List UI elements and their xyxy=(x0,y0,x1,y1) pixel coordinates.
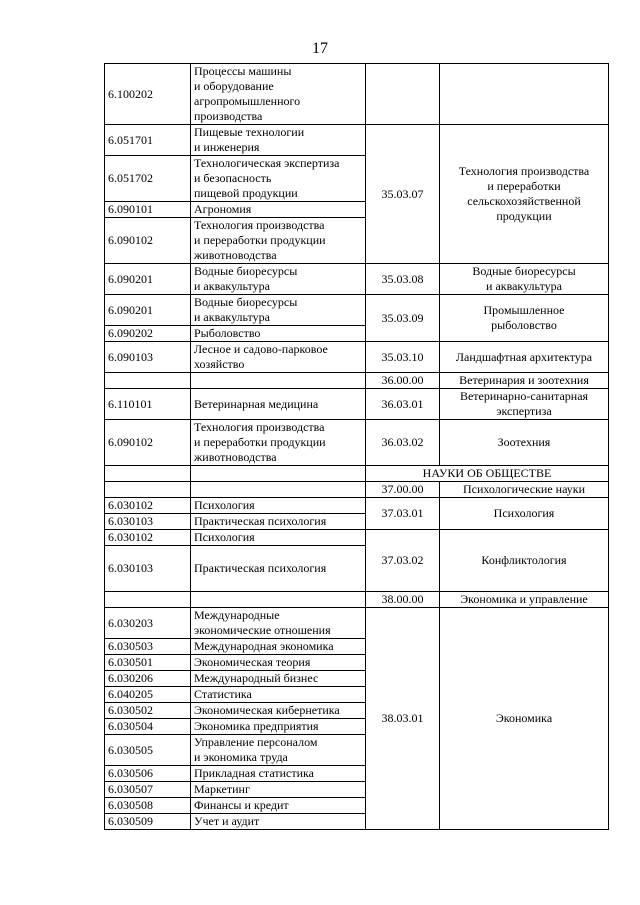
new-code-cell: 36.03.01 xyxy=(366,389,440,420)
old-name-cell: Экономика предприятия xyxy=(191,719,366,735)
group-name-cell: Экономика и управление xyxy=(440,592,609,608)
old-name-cell xyxy=(191,466,366,482)
old-name-cell: Психология xyxy=(191,498,366,514)
old-code-cell: 6.030102 xyxy=(105,530,191,546)
old-name-cell xyxy=(191,592,366,608)
old-name-cell: Водные биоресурсы и аквакультура xyxy=(191,295,366,326)
old-name-cell: Прикладная статистика xyxy=(191,766,366,782)
table-row xyxy=(105,295,609,326)
new-name-cell: Ландшафтная архитектура xyxy=(440,342,609,373)
table-row xyxy=(105,64,609,125)
group-name-cell: Психологические науки xyxy=(440,482,609,498)
old-name-cell: Технологическая экспертиза и безопасность пищевой продукции xyxy=(191,156,366,202)
new-name-cell: Конфликтология xyxy=(440,530,609,592)
new-code-cell xyxy=(366,64,440,125)
section-title: НАУКИ ОБ ОБЩЕСТВЕ xyxy=(366,466,609,482)
new-code-cell: 38.03.01 xyxy=(366,608,440,830)
old-name-cell: Процессы машины и оборудование агропромышленного производства xyxy=(191,64,366,125)
table-row xyxy=(105,466,609,482)
old-code-cell: 6.030504 xyxy=(105,719,191,735)
table-row xyxy=(105,264,609,295)
table-row xyxy=(105,125,609,156)
old-code-cell: 6.090101 xyxy=(105,202,191,218)
old-code-cell: 6.030509 xyxy=(105,814,191,830)
old-code-cell: 6.030103 xyxy=(105,514,191,530)
old-name-cell xyxy=(191,482,366,498)
old-name-cell: Технология производства и переработки продукции животноводства xyxy=(191,218,366,264)
old-code-cell: 6.051702 xyxy=(105,156,191,202)
old-code-cell: 6.040205 xyxy=(105,687,191,703)
table-row xyxy=(105,498,609,514)
old-code-cell: 6.090201 xyxy=(105,264,191,295)
old-name-cell: Психология xyxy=(191,530,366,546)
old-name-cell: Экономическая теория xyxy=(191,655,366,671)
old-name-cell: Ветеринарная медицина xyxy=(191,389,366,420)
new-code-cell: 35.03.10 xyxy=(366,342,440,373)
old-name-cell: Технология производства и переработки продукции животноводства xyxy=(191,420,366,466)
old-name-cell: Лесное и садово-парковое хозяйство xyxy=(191,342,366,373)
old-code-cell: 6.030501 xyxy=(105,655,191,671)
old-name-cell: Агрономия xyxy=(191,202,366,218)
old-name-cell: Экономическая кибернетика xyxy=(191,703,366,719)
old-code-cell: 6.110101 xyxy=(105,389,191,420)
new-code-cell: 35.03.09 xyxy=(366,295,440,342)
old-code-cell: 6.051701 xyxy=(105,125,191,156)
correspondence-table xyxy=(104,63,609,830)
old-code-cell: 6.100202 xyxy=(105,64,191,125)
page-number: 17 xyxy=(312,40,328,57)
new-name-cell: Экономика xyxy=(440,608,609,830)
old-code-cell: 6.030507 xyxy=(105,782,191,798)
table-row xyxy=(105,608,609,639)
old-code-cell: 6.090102 xyxy=(105,218,191,264)
old-code-cell xyxy=(105,482,191,498)
new-name-cell xyxy=(440,64,609,125)
old-code-cell: 6.030103 xyxy=(105,546,191,592)
new-name-cell: Ветеринарно-санитарная экспертиза xyxy=(440,389,609,420)
old-code-cell: 6.090202 xyxy=(105,326,191,342)
old-code-cell: 6.030508 xyxy=(105,798,191,814)
old-code-cell: 6.090102 xyxy=(105,420,191,466)
new-code-cell: 37.03.01 xyxy=(366,498,440,530)
new-code-cell: 37.03.02 xyxy=(366,530,440,592)
group-code-cell: 36.00.00 xyxy=(366,373,440,389)
new-name-cell: Водные биоресурсы и аквакультура xyxy=(440,264,609,295)
old-name-cell: Водные биоресурсы и аквакультура xyxy=(191,264,366,295)
old-name-cell: Практическая психология xyxy=(191,514,366,530)
group-code-cell: 38.00.00 xyxy=(366,592,440,608)
old-name-cell: Международная экономика xyxy=(191,639,366,655)
old-code-cell: 6.090103 xyxy=(105,342,191,373)
old-code-cell: 6.030502 xyxy=(105,703,191,719)
new-name-cell: Психология xyxy=(440,498,609,530)
group-name-cell: Ветеринария и зоотехния xyxy=(440,373,609,389)
new-name-cell: Промышленное рыболовство xyxy=(440,295,609,342)
table-row xyxy=(105,592,609,608)
old-name-cell: Маркетинг xyxy=(191,782,366,798)
group-code-cell: 37.00.00 xyxy=(366,482,440,498)
old-code-cell xyxy=(105,373,191,389)
old-name-cell: Управление персоналом и экономика труда xyxy=(191,735,366,766)
old-name-cell: Международные экономические отношения xyxy=(191,608,366,639)
table-row xyxy=(105,482,609,498)
new-code-cell: 35.03.07 xyxy=(366,125,440,264)
old-name-cell: Финансы и кредит xyxy=(191,798,366,814)
old-code-cell: 6.030203 xyxy=(105,608,191,639)
old-code-cell: 6.030503 xyxy=(105,639,191,655)
old-code-cell: 6.090201 xyxy=(105,295,191,326)
new-name-cell: Технология производства и переработки сельскохозяйственной продукции xyxy=(440,125,609,264)
old-name-cell: Статистика xyxy=(191,687,366,703)
table-row xyxy=(105,530,609,546)
new-code-cell: 36.03.02 xyxy=(366,420,440,466)
old-name-cell: Международный бизнес xyxy=(191,671,366,687)
old-name-cell: Практическая психология xyxy=(191,546,366,592)
new-code-cell: 35.03.08 xyxy=(366,264,440,295)
table-row xyxy=(105,420,609,466)
old-name-cell xyxy=(191,373,366,389)
new-name-cell: Зоотехния xyxy=(440,420,609,466)
table-row xyxy=(105,342,609,373)
old-code-cell: 6.030505 xyxy=(105,735,191,766)
old-code-cell xyxy=(105,592,191,608)
old-code-cell: 6.030506 xyxy=(105,766,191,782)
old-name-cell: Пищевые технологии и инженерия xyxy=(191,125,366,156)
old-name-cell: Рыболовство xyxy=(191,326,366,342)
old-name-cell: Учет и аудит xyxy=(191,814,366,830)
table-row xyxy=(105,373,609,389)
old-code-cell: 6.030102 xyxy=(105,498,191,514)
table-row xyxy=(105,389,609,420)
old-code-cell xyxy=(105,466,191,482)
old-code-cell: 6.030206 xyxy=(105,671,191,687)
